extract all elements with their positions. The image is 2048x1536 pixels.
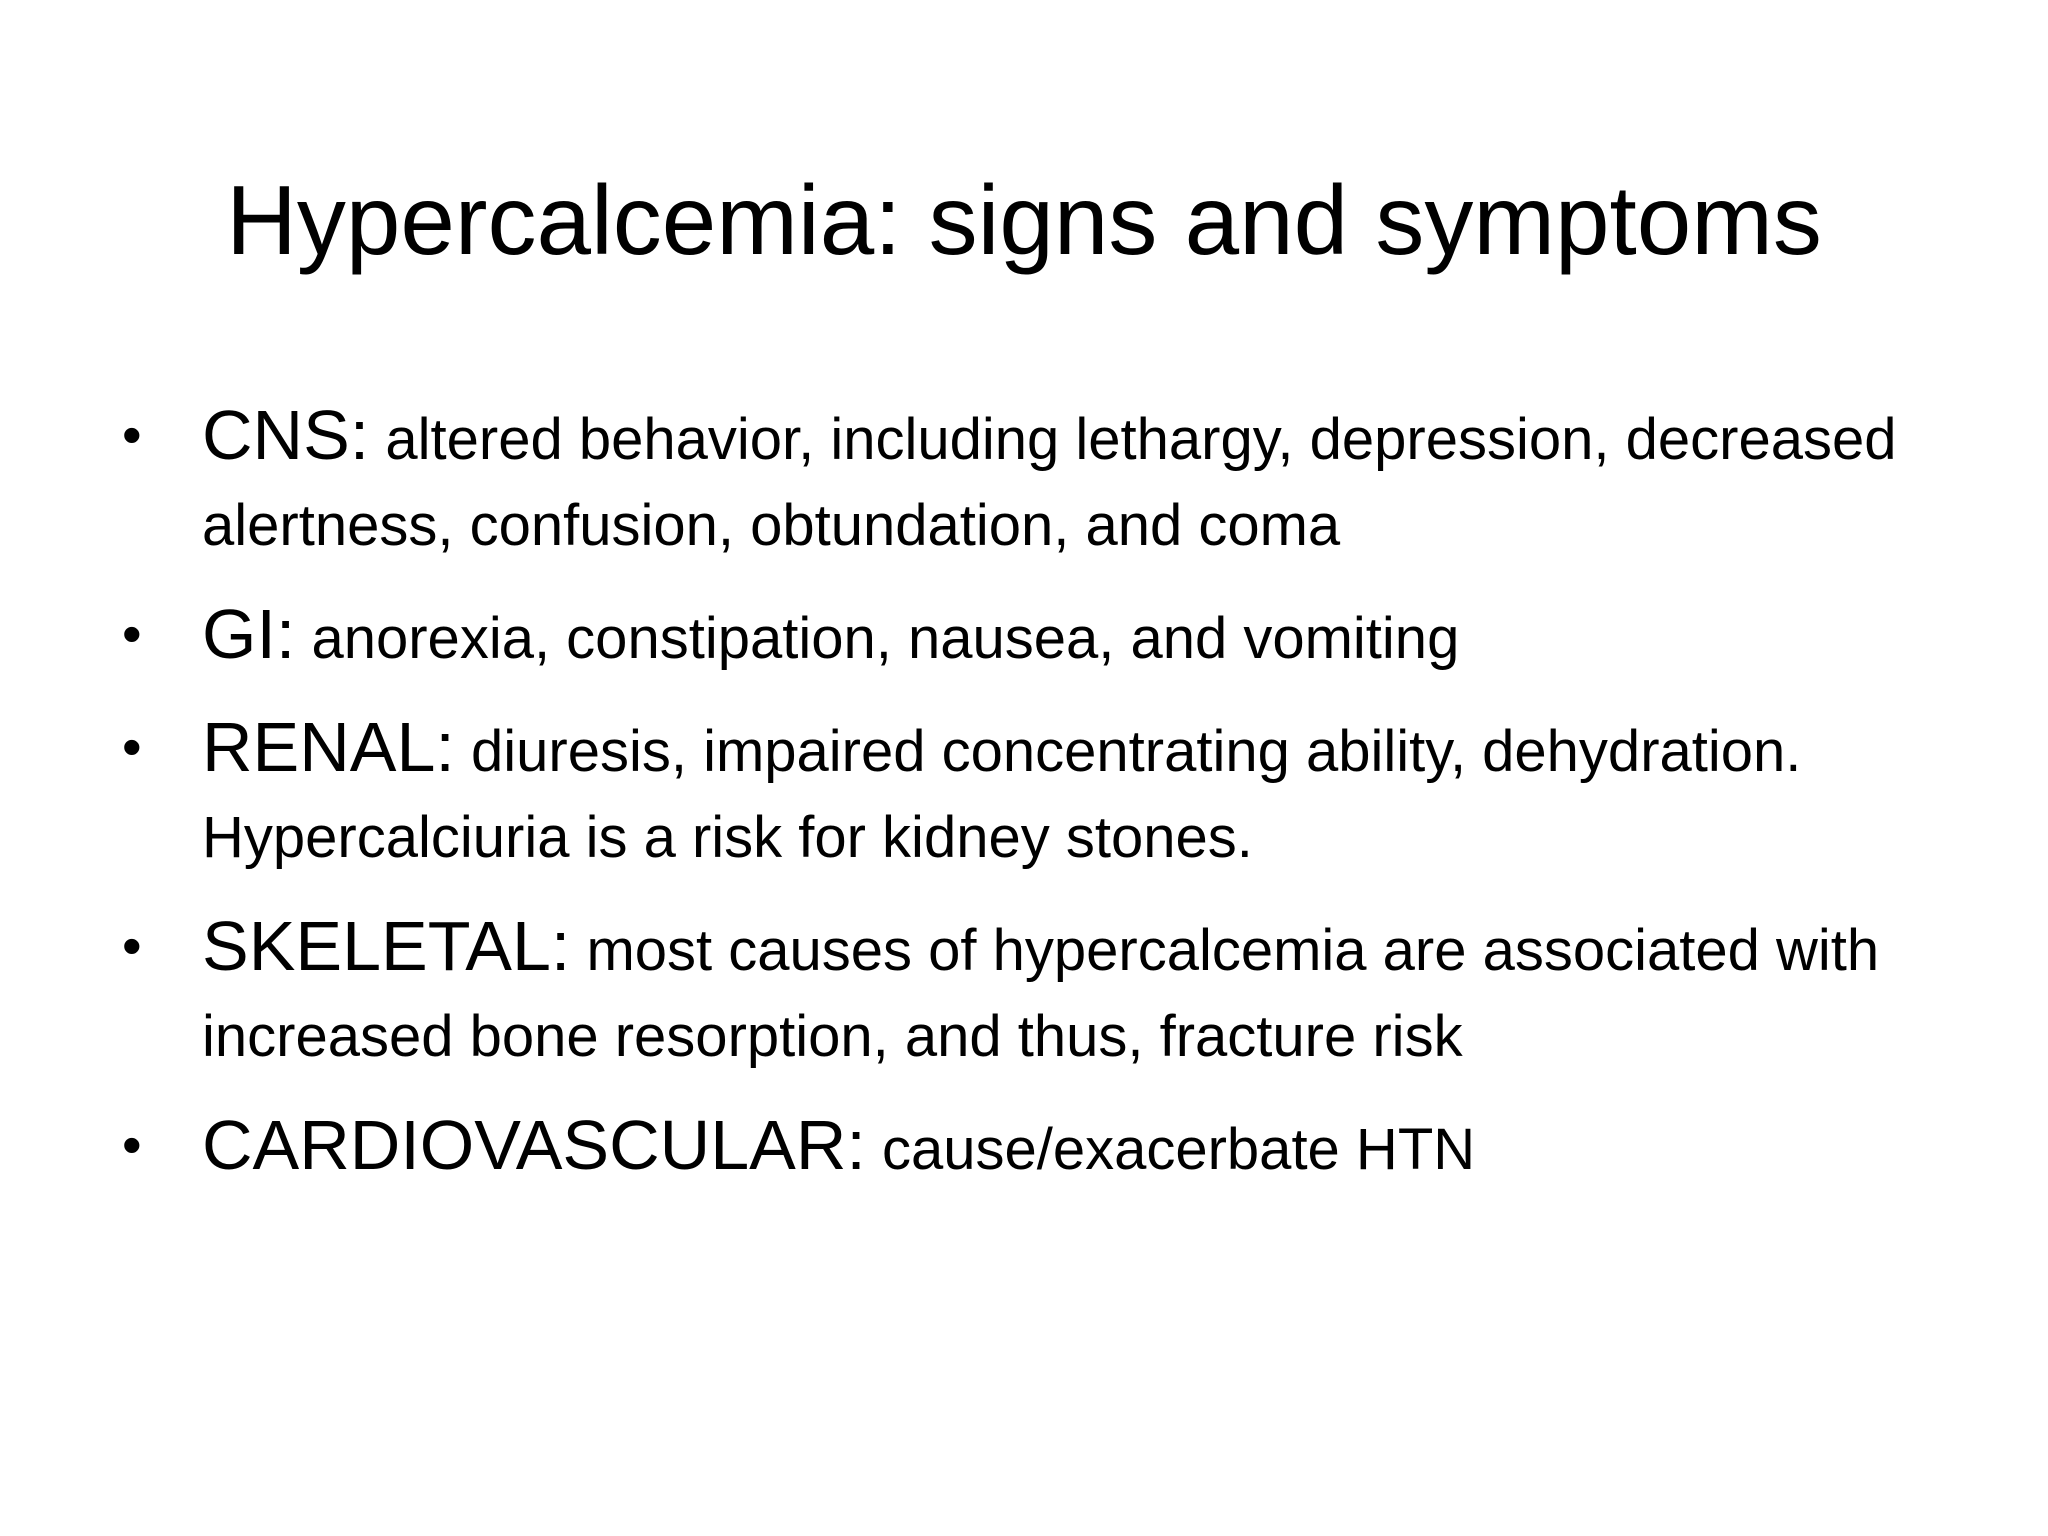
bullet-label: CNS: (202, 396, 370, 474)
bullet-label: GI: (202, 595, 296, 673)
bullet-item-renal (122, 704, 1962, 881)
bullet-dot-icon: • (122, 914, 142, 977)
bullet-label: RENAL: (202, 708, 455, 786)
bullet-description: diuresis, impaired concentrating ability, dehydration. Hypercalciuria is a risk for kidney stones. (202, 719, 1802, 870)
bullet-dot-icon: • (122, 602, 142, 665)
bullet-item-cns (122, 392, 1962, 569)
bullet-description: altered behavior, including lethargy, depression, decreased alertness, confusion, obtundation, and coma (202, 407, 1897, 558)
bullet-dot-icon: • (122, 1113, 142, 1176)
bullet-text (202, 392, 1962, 569)
bullet-text (202, 591, 1962, 682)
bullet-text (202, 704, 1962, 881)
bullet-list (122, 392, 1962, 1215)
bullet-dot-icon: • (122, 715, 142, 778)
bullet-item-skeletal (122, 903, 1962, 1080)
bullet-text (202, 1102, 1962, 1193)
bullet-description: most causes of hypercalcemia are associated with increased bone resorption, and thus, fracture risk (202, 918, 1880, 1069)
slide-title: Hypercalcemia: signs and symptoms (226, 165, 1822, 275)
bullet-label: SKELETAL: (202, 907, 571, 985)
bullet-description: cause/exacerbate HTN (865, 1117, 1476, 1182)
bullet-label: CARDIOVASCULAR: (202, 1106, 866, 1184)
bullet-item-cardiovascular (122, 1102, 1962, 1193)
bullet-text (202, 903, 1962, 1080)
bullet-dot-icon: • (122, 403, 142, 466)
bullet-item-gi (122, 591, 1962, 682)
bullet-description: anorexia, constipation, nausea, and vomiting (295, 606, 1460, 671)
